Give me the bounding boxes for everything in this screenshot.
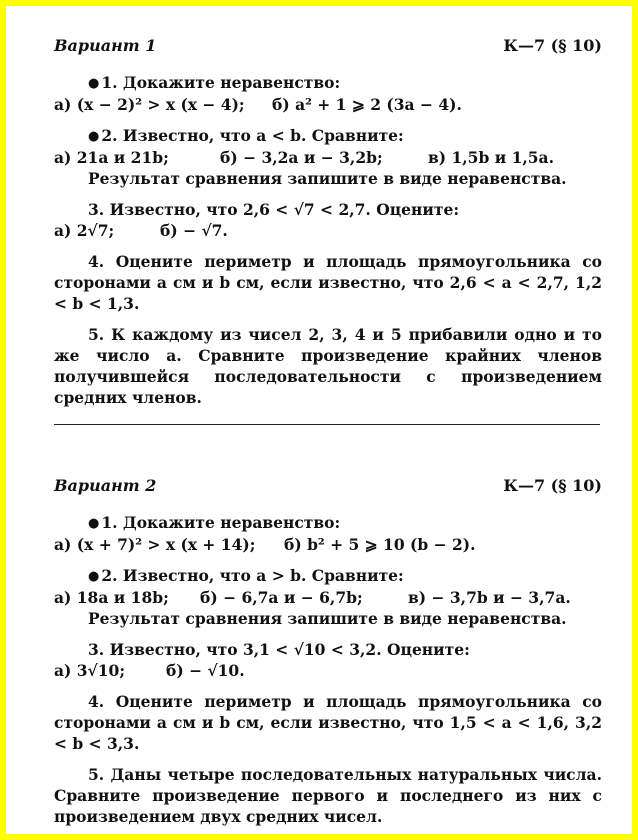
- task-statement: 5. К каждому из чисел 2, 3, 4 и 5 прибавили одно и то же число a. Сравните произведение крайних членов получившейся последовательности с произведением средних членов.: [54, 325, 602, 407]
- task-statement: 1. Докажите неравенство:: [101, 513, 341, 532]
- variant-2: [54, 476, 602, 827]
- worksheet-page: [6, 6, 632, 834]
- part-a: а) 18a и 18b;: [54, 588, 169, 607]
- part-b: б) − 3,2a и − 3,2b;: [220, 148, 383, 167]
- task-3: [54, 639, 602, 681]
- bullet-icon: ●: [88, 76, 100, 91]
- task-statement: 3. Известно, что 3,1 < √10 < 3,2. Оцените:: [88, 640, 470, 659]
- part-a: а) 2√7;: [54, 221, 115, 240]
- part-b: б) − √7.: [160, 221, 228, 240]
- variant-title: Вариант 2: [54, 476, 157, 495]
- part-b: б) b² + 5 ⩾ 10 (b − 2).: [284, 535, 476, 554]
- part-c: в) − 3,7b и − 3,7a.: [408, 588, 571, 607]
- bullet-icon: ●: [88, 129, 100, 144]
- task-3: [54, 199, 602, 241]
- task-statement: 2. Известно, что a > b. Сравните:: [101, 566, 404, 585]
- section-divider: [54, 424, 600, 425]
- task-2: [54, 565, 602, 629]
- part-a: а) 21a и 21b;: [54, 148, 169, 167]
- variant-1: [54, 36, 602, 408]
- bullet-icon: ●: [88, 569, 100, 584]
- part-c: в) 1,5b и 1,5a.: [428, 148, 554, 167]
- part-b: б) − √10.: [166, 661, 245, 680]
- task-statement: 4. Оцените периметр и площадь прямоугольника со сторонами a см и b см, если известно, что 2,6 < a < 2,7, 1,2 < b < 1,3.: [54, 252, 602, 313]
- part-a: а) 3√10;: [54, 661, 126, 680]
- task-4: [54, 251, 602, 314]
- part-b: б) a² + 1 ⩾ 2 (3a − 4).: [272, 95, 462, 114]
- test-code: К—7 (§ 10): [503, 476, 602, 495]
- variant-title: Вариант 1: [54, 36, 157, 55]
- task-note: Результат сравнения запишите в виде неравенства.: [88, 609, 567, 628]
- bullet-icon: ●: [88, 516, 100, 531]
- task-1: [54, 72, 602, 115]
- part-b: б) − 6,7a и − 6,7b;: [200, 588, 363, 607]
- task-5: [54, 324, 602, 408]
- task-5: [54, 764, 602, 827]
- task-1: [54, 512, 602, 555]
- task-statement: 4. Оцените периметр и площадь прямоугольника со сторонами a см и b см, если известно, что 1,5 < a < 1,6, 3,2 < b < 3,3.: [54, 692, 602, 753]
- task-statement: 1. Докажите неравенство:: [101, 73, 341, 92]
- task-statement: 2. Известно, что a < b. Сравните:: [101, 126, 404, 145]
- variant-header: [54, 36, 602, 62]
- task-statement: 3. Известно, что 2,6 < √7 < 2,7. Оцените:: [88, 200, 460, 219]
- test-code: К—7 (§ 10): [503, 36, 602, 55]
- variant-header: [54, 476, 602, 502]
- task-2: [54, 125, 602, 189]
- task-note: Результат сравнения запишите в виде неравенства.: [88, 169, 567, 188]
- task-4: [54, 691, 602, 754]
- task-statement: 5. Даны четыре последовательных натуральных числа. Сравните произведение первого и последнего из них с произведением двух средних чисел.: [54, 765, 602, 826]
- part-a: а) (x − 2)² > x (x − 4);: [54, 95, 245, 114]
- part-a: а) (x + 7)² > x (x + 14);: [54, 535, 256, 554]
